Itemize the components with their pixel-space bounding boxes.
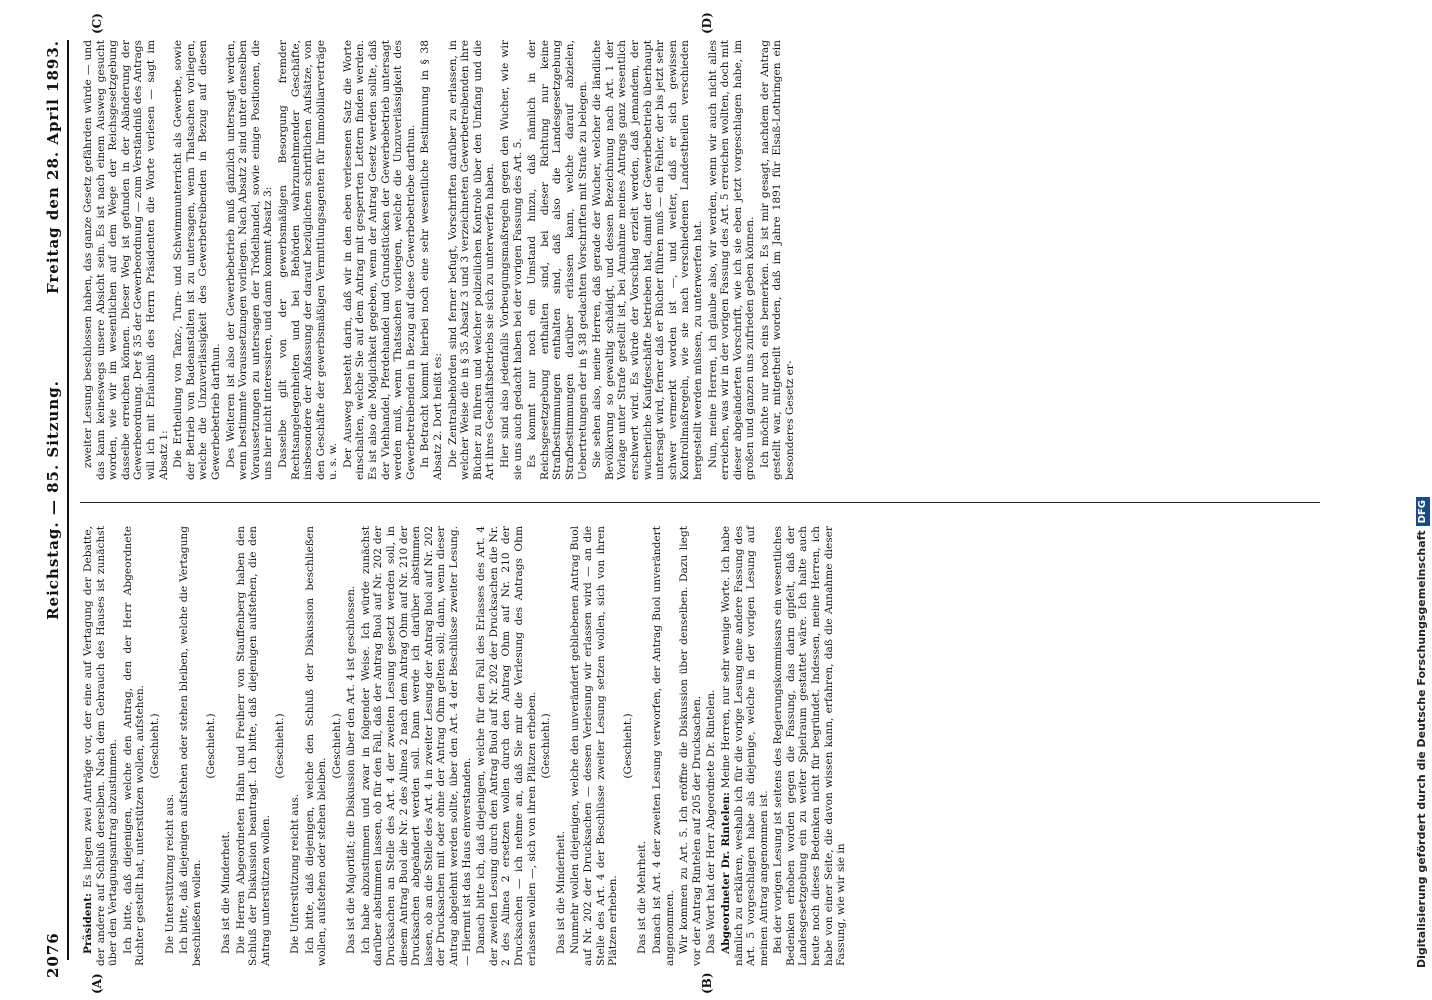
speaker-name: Präsident: <box>82 892 94 954</box>
paragraph <box>591 40 704 480</box>
stage-direction <box>622 526 635 966</box>
paragraph-text: Bei der vorigen Lesung ist seitens des Regierungskommissars ein wesentliches Bedenken erhoben worden gegen die Fassung, das darin gipfelt, daß der Landesgesetzgebung ein zu weiter Spielraum gestattet wäre. Ich halte auch heute noch dieses Bedenken nicht für begründet. Indessen, meine Herren, ich habe von einer Seite, die davon wissen kann, erfahren, daß die Annahme dieser Fassung, wie wir sie in <box>772 526 848 966</box>
paragraph-text: Meine Herren, nur sehr wenige Worte. Ich habe nämlich zu erklären, weshalb ich für die vorige Lesung eine andere Fassung des Art. 5 vorgeschlagen habe als diejenige, welche in der vorigen Lesung auf meinen Antrag angenommen ist. <box>719 526 770 966</box>
paragraph-text: Sie sehen also, meine Herren, daß gerade der Wucher, welcher die ländliche Bevölkerung so gewaltig schädigt, und dessen Bezeichnung nach Art. 1 der Vorlage unter Strafe gestellt ist, bei Annahme meines Antrags ganz wesentlich erschwert wird. Es würde der Vorschlag erzielt werden, daß jemandem, der wucherliche Kaufgeschäfte betrieben hat, damit der Gewerbebetrieb überhaupt untersagt wird, ferner daß er Bücher führen muß — ein Fehler, der bis jetzt sehr schwer vermerkt worden ist —, und weiter, daß er sich gewissen Kontrollmaßregeln, wie sie nach verschiedenen Landestheilen verschieden hergestellt werden müssen, zu unterwerfen hat. <box>591 40 704 480</box>
paragraph <box>164 526 177 966</box>
paragraph <box>277 40 340 480</box>
stage-direction <box>205 526 218 966</box>
paragraph-text: Der Ausweg besteht darin, daß wir in den eben verlesenen Satz die Worte einschalten, welche Sie auf dem Antrag mit gesperrten Lettern finden werden. Es ist also die Möglichkeit gegeben, wenn der Antrag Gesetz werden sollte, daß der Viehhandel, Pferdehandel und Grundstücken der Gewerbebetrieb untersagt werden muß, wenn Thatsachen vorliegen, welche die Unzuverlässigkeit des Gewerbetreibenden in Bezug auf diese Gewerbebetriebe darthun. <box>341 40 417 480</box>
paragraph <box>289 526 302 966</box>
paragraph <box>235 526 273 966</box>
dfg-logo: DFG <box>1416 497 1430 526</box>
paragraph <box>707 40 757 480</box>
paragraph <box>772 526 848 966</box>
paragraph <box>447 40 497 480</box>
page-number: 2076 <box>44 932 62 978</box>
paragraph-text: Ich habe abzustimmen und zwar in folgender Weise. Ich würde zunächst darüber abstimmen lassen, ob für den Fall, daß der Antrag Buol auf Nr. 202 der Drucksachen an Stelle des Art. 4 der zweiten Lesung gesetzt werden soll, in diesem Antrag Buol die Nr. 2 des Alinea 2 nach dem Antrag Ohm auf Nr. 210 der Drucksachen abgeändert werden soll. Dann werde ich darüber abstimmen lassen, ob an die Stelle des Art. 4 in zweiter Lesung der Antrag Buol auf Nr. 202 der Drucksachen mit oder ohne der Antrag Ohm gelten soll; dann, wenn dieser Antrag abgelehnt werden sollte, über den Art. 4 der Beschlüsse zweiter Lesung. — Hiermit ist das Haus einverstanden. <box>359 526 473 966</box>
paragraph <box>225 40 275 480</box>
paragraph-text: (Geschieht.) <box>148 713 161 779</box>
paragraph-text: Es liegen zwei Anträge vor, der eine auf Vertagung der Debatte, der andere auf Schluß derselben. Nach dem Gebrauch des Hauses ist zunächst über den Vertagungsantrag abzustimmen. <box>82 526 120 966</box>
paragraph-text: (Geschieht.) <box>540 713 553 779</box>
paragraph <box>82 40 170 480</box>
paragraph <box>759 40 797 480</box>
paragraph-text: In Betracht kommt hierbei noch eine sehr wesentliche Bestimmung in § 38 Absatz 2. Dort heißt es: <box>419 40 445 480</box>
stage-direction <box>331 526 344 966</box>
paragraph <box>178 526 203 966</box>
paragraph-text: Danach ist Art. 4 der zweiten Lesung verworfen, der Antrag Buol unverändert angenommen. <box>650 526 676 966</box>
right-text-column <box>82 40 799 480</box>
paragraph-text: Das ist die Minderheit. <box>554 830 567 954</box>
paragraph-text: Die Unterstützung reicht aus. <box>163 793 176 954</box>
paragraph-text: Ich bitte, daß diejenigen, welche den Schluß der Diskussion beschließen wollen, aufstehen oder stehen bleiben. <box>303 526 329 966</box>
paragraph-text: Dasselbe gilt von der gewerbsmäßigen Besorgung fremder Rechtsangelegenheiten und bei Behörden wahrzunehmender Geschäfte, insbesondere der Abfassung der darauf bezüglichen schriftlichen Aufsätze, von den Geschäfte der gewerbsmäßigen Vermittlungsagenten für Immobiliarverträge u. s. w. <box>276 40 340 480</box>
paragraph-text: Die Unterstützung reicht aus. <box>288 793 301 954</box>
paragraph-text: Das ist die Mehrheit. <box>636 841 649 954</box>
paragraph <box>122 526 147 966</box>
paragraph-text: zweiter Lesung beschlossen haben, das ganze Gesetz gefährden würde — und das kann keineswegs unsere Absicht sein. Es ist nach einem Ausweg gesucht worden, wie wir im wesentlichen auf dem Wege der Reichsgesetzgebung dasselbe erreichen können. Dieser Weg ist gefunden in der Abänderung der Gewerbeordnung. Der § 35 der Gewerbeordnung — zum Verständniß des Antrags will ich mit Erlaubniß des Herrn Präsidenten die Worte verlesen — sagt im Absatz 1: <box>82 40 170 480</box>
margin-marker-d: (D) <box>700 12 714 34</box>
paragraph-text: Nunmehr wollen diejenigen, welche den unverändert gebliebenen Antrag Buol auf Nr. 202 der Drucksachen — dessen Verlesung wir erlassen wird — an die Stelle des Art. 4 der Beschlüsse zweiter Lesung setzen wollen, sich von ihren Plätzen erheben. <box>569 526 620 966</box>
digitization-stamp <box>1411 6 1432 996</box>
paragraph <box>82 526 120 966</box>
header-title: Reichstag. — 85. Sitzung. <box>44 380 62 620</box>
paragraph-text: Es kommt nur noch ein Umstand hinzu, daß nämlich in der Reichsgesetzgebung enthalten sind, bei dieser Richtung nur keine Strafbestimmungen enthalten sind, daß also die Landesgesetzgebung Strafbestimmungen darüber erlassen kann, welche darauf abzielen, Uebertretungen der in § 38 gedachten Vorschriften mit Strafe zu belegen. <box>526 40 589 480</box>
paragraph-text: Ich bitte, daß diejenigen aufstehen oder stehen bleiben, welche die Vertagung beschließen wollen. <box>178 526 203 966</box>
paragraph-text: (Geschieht.) <box>330 713 343 779</box>
column-divider <box>80 502 1320 503</box>
paragraph-text: Das ist die Minderheit. <box>219 830 232 954</box>
paragraph <box>419 40 444 480</box>
left-text-column <box>82 526 850 966</box>
paragraph <box>499 40 524 480</box>
paragraph <box>475 526 538 966</box>
paragraph <box>345 526 358 966</box>
speaker-name: Abgeordneter Dr. Rintelen: <box>719 792 732 954</box>
paragraph <box>172 40 222 480</box>
paragraph-text: Hier sind also jedenfalls Vorbeugungsmaßregeln gegen den Wucher, wie wir sie uns auch gedacht haben bei der vorigen Fassung des Art. 5. <box>499 40 524 480</box>
margin-marker-b: (B) <box>700 972 714 994</box>
paragraph-text: Danach bitte ich, daß diejenigen, welche für den Fall des Erlasses des Art. 4 der zweiten Lesung durch den Antrag Buol auf Nr. 202 der Drucksachen die Nr. 2 des Alinea 2 ersetzen wollen durch den Antrag Ohm auf Nr. 210 der Drucksachen — ich nehme an, daß Sie mir die Verlesung des Antrags Ohm erlassen wollen —, sich von ihren Plätzen erheben. <box>475 526 538 966</box>
paragraph <box>526 40 589 480</box>
paragraph <box>705 526 718 966</box>
header-rule <box>67 40 69 960</box>
paragraph <box>569 526 619 966</box>
margin-marker-a: (A) <box>90 973 104 994</box>
paragraph <box>304 526 329 966</box>
paragraph-text: Das ist die Majorität; die Diskussion über den Art. 4 ist geschlossen. <box>345 585 358 954</box>
paragraph-text: Die Zentralbehörden sind ferner befugt, Vorschriften darüber zu erlassen, in welcher Weise die in § 35 Absatz 3 und 3 verzeichneten Gewerbetreibenden ihre Bücher zu führen und welcher polizeilichen Kontrole über den Umfang und die Art ihres Geschäftsbetriebs sie sich zu unterwerfen haben. <box>446 40 497 480</box>
stage-direction <box>274 526 287 966</box>
paragraph-text: Ich bitte, daß diejenigen, welche den Antrag, den der Herr Abgeordnete Richter gestellt hat, unterstützen wollen, aufstehen. <box>121 526 147 966</box>
header-date: Freitag den 28. April 1893. <box>44 40 62 294</box>
paragraph <box>555 526 568 966</box>
paragraph-text: Wir kommen zu Art. 5. Ich eröffne die Diskussion über denselben. Dazu liegt vor der Antrag Rintelen auf 205 der Drucksachen. <box>678 526 703 966</box>
paragraph <box>678 526 703 966</box>
paragraph-text: (Geschieht.) <box>274 713 287 779</box>
paragraph-text: Nun, meine Herren, ich glaube also, wir werden, wenn wir auch nicht alles erreichen, was wir in der vorigen Fassung des Art. 5 erreichen wollten, doch mit dieser abgeänderten Vorschrift, wie ich sie eben jetzt vorgeschlagen habe, im großen und ganzen uns zufrieden geben können. <box>706 40 757 480</box>
paragraph-text: (Geschieht.) <box>621 713 634 779</box>
paragraph-text: (Geschieht.) <box>205 713 218 779</box>
paragraph <box>636 526 649 966</box>
paragraph <box>360 526 473 966</box>
paragraph <box>342 40 418 480</box>
paragraph-text: Das Wort hat der Herr Abgeordnete Dr. Rintelen. <box>705 689 718 954</box>
paragraph <box>220 526 233 966</box>
paragraph-text: Ich möchte nur noch eins bemerken. Es ist mir gesagt, nachdem der Antrag gestellt war, mitgetheilt worden, daß im Jahre 1891 für Elsaß-Lothringen ein besonderes Gesetz er- <box>758 40 797 480</box>
paragraph <box>720 526 770 966</box>
paragraph-text: Des Weiteren ist also der Gewerbebetrieb muß gänzlich untersagt werden, wenn bestimmte Voraussetzungen vorliegen. Nach Absatz 2 sind unter denselben Voraussetzungen zu untersagen der Trödelhandel, sowie einige Positionen, die uns hier nicht interessiren, und dann kommt Absatz 3: <box>224 40 275 480</box>
stamp-text: Digitalisierung gefördert durch die Deutsche Forschungsgemeinschaft <box>1415 530 1428 968</box>
stage-direction <box>540 526 553 966</box>
stage-direction <box>149 526 162 966</box>
margin-marker-c: (C) <box>90 13 104 34</box>
paragraph <box>651 526 676 966</box>
paragraph-text: Die Ertheilung von Tanz-, Turn- und Schwimmunterricht als Gewerbe, sowie der Betrieb von Badeanstalten ist zu untersagen, wenn Thatsachen vorliegen, welche die Unzuverlässigkeit des Gewerbetreibenden in Bezug auf diesen Gewerbebetrieb darthun. <box>172 40 222 480</box>
paragraph-text: Die Herren Abgeordneten Hahn und Freiherr von Stauffenberg haben den Schluß der Diskussion beantragt. Ich bitte, daß diejenigen aufstehen, die den Antrag unterstützen wollen. <box>234 526 272 966</box>
